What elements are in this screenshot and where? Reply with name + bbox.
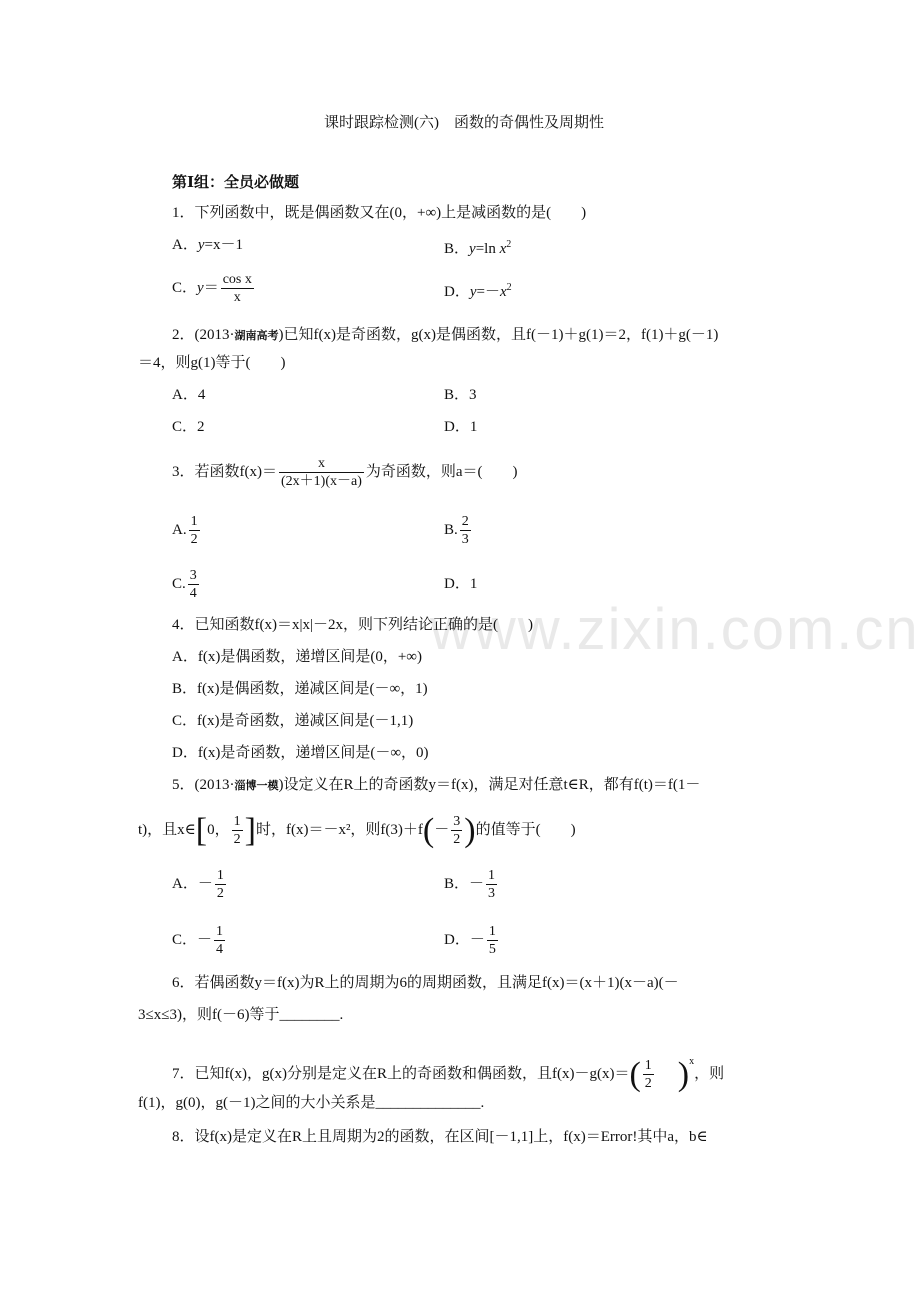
question-5-line-2: t)，且x∈[0， $\frac{1}{2}$ ]时，f(x)＝－x²，则f(3)＋f(－ $\frac{3}{2}$ )的值等于( ) <box>138 811 576 849</box>
source-tag: 湖南高考 <box>234 330 279 342</box>
q7-fraction: $\frac{1}{2}$ <box>644 1058 652 1092</box>
q1-option-c: C．y＝ $\frac{\text{cos x}}{x}$ <box>172 272 252 306</box>
q5-arg-fraction: $\frac{3}{2}$ <box>453 814 461 848</box>
watermark: www.zixin.com.cn <box>430 597 920 662</box>
source-tag: 淄博一模 <box>234 780 279 792</box>
q5-option-b: B．－ $\frac{1}{3}$ <box>444 868 496 902</box>
question-4-stem: 4．已知函数f(x)＝x|x|－2x，则下列结论正确的是( ) <box>172 617 533 633</box>
right-bracket: ] <box>244 811 256 849</box>
q3-option-b: B. $\frac{2}{3}$ <box>444 514 469 548</box>
right-paren: ) <box>677 1055 690 1093</box>
question-5-line-1: 5．(2013·淄博一模)设定义在R上的奇函数y＝f(x)，满足对任意t∈R，都有f(t)＝f(1－ <box>172 777 701 793</box>
q3-option-a: A. $\frac{1}{2}$ <box>172 514 198 548</box>
q3-a-fraction: $\frac{1}{2}$ <box>190 514 198 548</box>
q3-fraction: $\frac{x}{(2x+1)(x-a)}$ <box>281 456 362 490</box>
q5-option-d: D．－ $\frac{1}{5}$ <box>444 924 496 958</box>
q5-c-fraction: $\frac{1}{4}$ <box>216 924 224 958</box>
question-6-line-1: 6．若偶函数y＝f(x)为R上的周期为6的周期函数，且满足f(x)＝(x＋1)(x－a)(－ <box>172 975 679 991</box>
question-7-line-2: f(1)，g(0)，g(－1)之间的大小关系是______________. <box>138 1095 485 1111</box>
q4-option-a: A．f(x)是偶函数，递增区间是(0，+∞) <box>172 649 422 665</box>
q3-c-fraction: $\frac{3}{4}$ <box>189 568 197 602</box>
question-6-line-2: 3≤x≤3)，则f(－6)等于________. <box>138 1007 344 1023</box>
left-paren: ( <box>422 811 435 849</box>
question-1-stem: 1．下列函数中，既是偶函数又在(0，+∞)上是减函数的是( ) <box>172 205 587 221</box>
q3-option-c: C. $\frac{3}{4}$ <box>172 568 197 602</box>
q4-option-d: D．f(x)是奇函数，递增区间是(－∞，0) <box>172 745 429 761</box>
q1-c-fraction: $\frac{\text{cos x}}{x}$ <box>222 272 252 306</box>
q2-option-b: B．3 <box>444 387 477 403</box>
q5-option-c: C．－ $\frac{1}{4}$ <box>172 924 224 958</box>
question-2-line-1: 2．(2013·湖南高考)已知f(x)是奇函数，g(x)是偶函数，且f(－1)＋g(1)＝2，f(1)＋g(－1) <box>172 327 719 343</box>
question-8-line-1: 8．设f(x)是定义在R上且周期为2的函数，在区间[－1,1]上，f(x)＝Error!其中a，b∈ <box>172 1129 708 1145</box>
q3-b-fraction: $\frac{2}{3}$ <box>461 514 469 548</box>
q1-option-a: A．y=x－1 <box>172 237 243 253</box>
left-paren: ( <box>629 1055 641 1093</box>
q5-a-fraction: $\frac{1}{2}$ <box>216 868 224 902</box>
q5-b-fraction: $\frac{1}{3}$ <box>488 868 496 902</box>
q2-option-a: A．4 <box>172 387 206 403</box>
q1-option-b: B．y=ln $x^2$ <box>444 239 512 257</box>
q2-option-d: D．1 <box>444 419 478 435</box>
q5-interval-fraction: $\frac{1}{2}$ <box>233 814 241 848</box>
section-heading: 第Ⅰ组：全员必做题 <box>172 175 300 191</box>
q5-option-a: A．－ $\frac{1}{2}$ <box>172 868 224 902</box>
q3-option-d: D．1 <box>444 576 478 592</box>
right-paren: ) <box>464 811 476 849</box>
question-3-stem: 3．若函数f(x)＝ $\frac{x}{(2x+1)(x-a)}$ 为奇函数，则a＝( ) <box>172 456 518 490</box>
q4-option-c: C．f(x)是奇函数，递减区间是(－1,1) <box>172 713 414 729</box>
page-title: 课时跟踪检测(六) 函数的奇偶性及周期性 <box>324 115 604 131</box>
question-2-line-2: ＝4，则g(1)等于( ) <box>138 355 286 371</box>
q5-d-fraction: $\frac{1}{5}$ <box>488 924 496 958</box>
left-bracket: [ <box>195 811 208 849</box>
question-7-line-1: 7．已知f(x)，g(x)分别是定义在R上的奇函数和偶函数，且f(x)－g(x)＝( $\frac{1}{2}$ )$^x$，则 <box>172 1055 725 1093</box>
q1-option-d: D．$y=-x^2$ <box>444 282 512 300</box>
q2-option-c: C．2 <box>172 419 205 435</box>
q4-option-b: B．f(x)是偶函数，递减区间是(－∞，1) <box>172 681 428 697</box>
